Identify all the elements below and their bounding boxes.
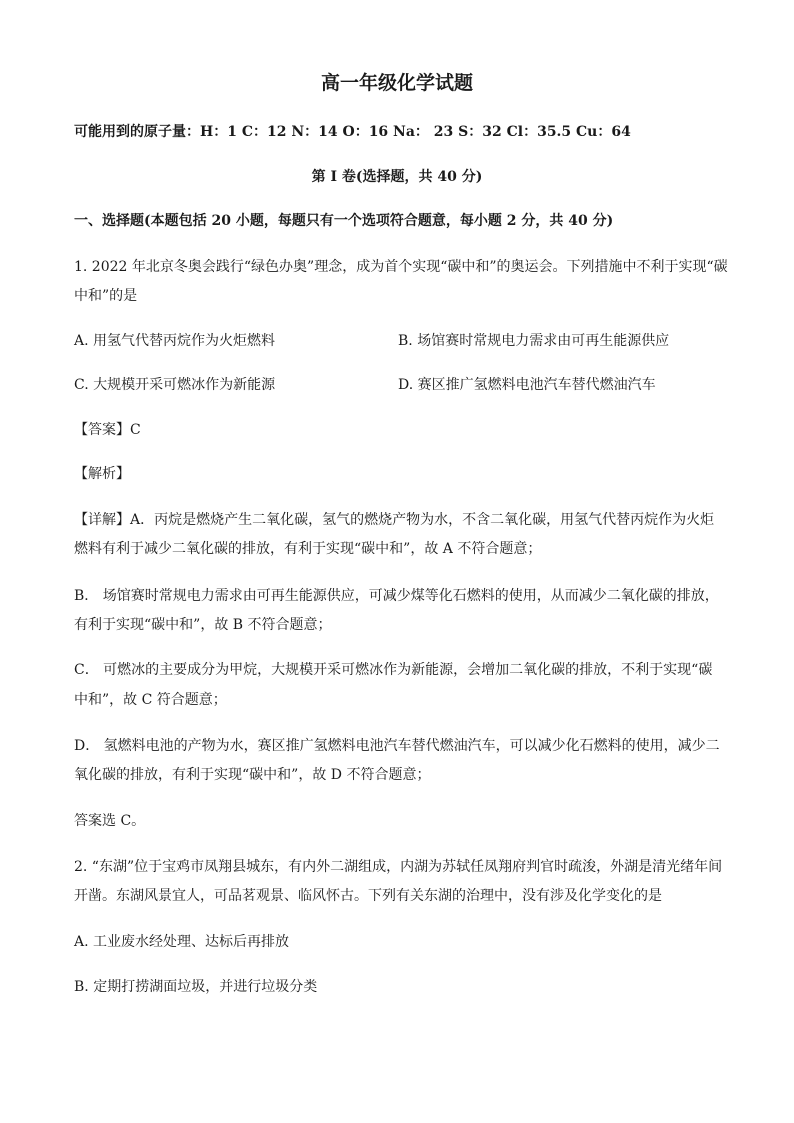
q1-d-line1: D． 氢燃料电池的产物为水，赛区推广氢燃料电池汽车替代燃油汽车，可以减少化石燃料的使用，减少二 [74, 738, 720, 754]
q1-option-c: C. 大规模开采可燃冰作为新能源 [74, 377, 276, 393]
q1-b-line2: 有利于实现“碳中和”，故 B 不符合题意； [74, 617, 332, 633]
q1-analysis-label: 【解析】 [74, 466, 130, 482]
q1-answer: 【答案】C [74, 422, 141, 438]
q1-c-line1: C． 可燃冰的主要成分为甲烷，大规模开采可燃冰作为新能源，会增加二氧化碳的排放，不利于实现“碳 [74, 662, 713, 678]
q2-option-b: B. 定期打捞湖面垃圾，并进行垃圾分类 [74, 979, 318, 995]
q1-conclusion: 答案选 C。 [74, 813, 146, 829]
q1-option-a: A. 用氢气代替丙烷作为火炬燃料 [74, 333, 276, 349]
atomic-masses-line: 可能用到的原子量：H：1 C：12 N：14 O：16 Na： 23 S：32 Cl：35.5 Cu：64 [74, 124, 631, 140]
q2-stem-line2: 开凿。东湖风景宜人，可品茗观景、临风怀古。下列有关东湖的治理中，没有涉及化学变化的是 [74, 888, 662, 904]
q1-option-b: B. 场馆赛时常规电力需求由可再生能源供应 [398, 333, 670, 349]
q1-stem-line2: 中和”的是 [74, 288, 138, 304]
part-title: 第 I 卷(选择题，共 40 分) [311, 169, 483, 185]
q2-stem-line1: 2. “东湖”位于宝鸡市凤翔县城东，有内外二湖组成，内湖为苏轼任凤翔府判官时疏浚，外湖是清光绪年间 [74, 859, 723, 875]
q2-option-a: A. 工业废水经处理、达标后再排放 [74, 934, 290, 950]
q1-c-line2: 中和”，故 C 符合题意； [74, 692, 227, 708]
exam-title: 高一年级化学试题 [320, 72, 473, 94]
q1-detail-line1: 【详解】A．丙烷是燃烧产生二氧化碳，氢气的燃烧产物为水，不含二氧化碳，用氢气代替丙烷作为火炬 [74, 512, 715, 528]
q1-d-line2: 氧化碳的排放，有利于实现“碳中和”，故 D 不符合题意； [74, 767, 431, 783]
q1-option-d: D. 赛区推广氢燃料电池汽车替代燃油汽车 [398, 377, 656, 393]
q1-b-line1: B． 场馆赛时常规电力需求由可再生能源供应，可减少煤等化石燃料的使用，从而减少二氧化碳的排放， [74, 588, 719, 604]
q1-detail-line2: 燃料有利于减少二氧化碳的排放，有利于实现“碳中和”，故 A 不符合题意； [74, 541, 542, 557]
q1-stem-line1: 1. 2022 年北京冬奥会践行“绿色办奥”理念，成为首个实现“碳中和”的奥运会。下列措施中不利于实现“碳 [74, 259, 728, 275]
section-title: 一、选择题(本题包括 20 小题，每题只有一个选项符合题意，每小题 2 分，共 40 分) [74, 213, 614, 229]
